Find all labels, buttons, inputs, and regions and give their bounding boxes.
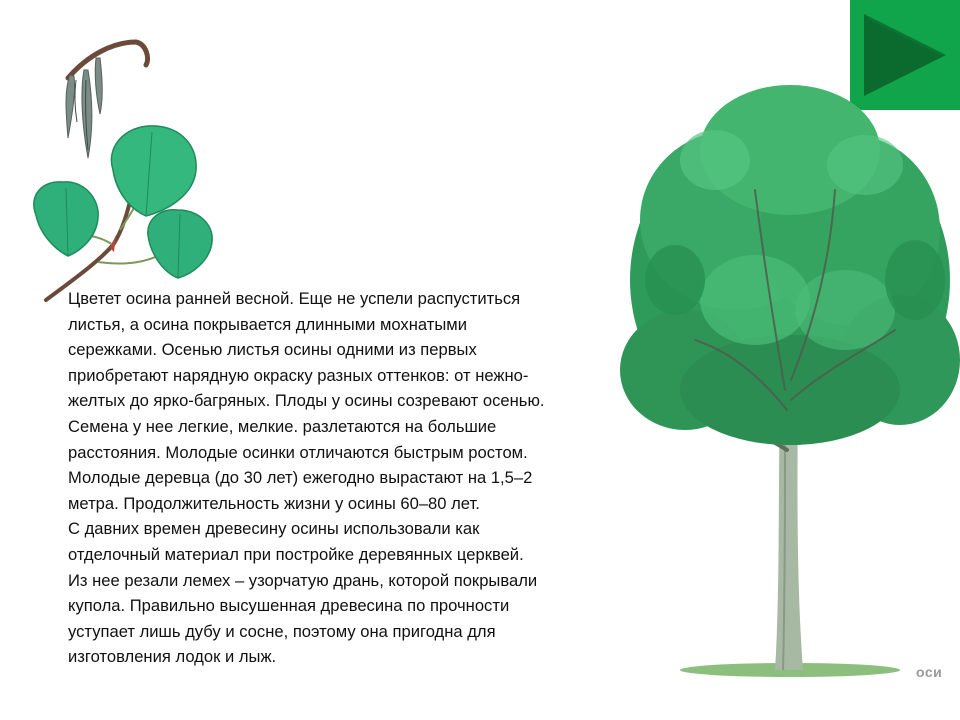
aspen-tree-illustration [615,70,960,680]
slide-body-text [68,286,643,670]
caption-fragment: оси [916,664,943,680]
crown [620,85,960,445]
aspen-branch-illustration [28,30,228,305]
paragraph-flowering: Цветет осина ранней весной. Еще не успели распуститься листья, а осина покрывается длинными мохнатыми сережками. Осенью листья осины одними из первых приобретают нарядную окраску разных оттенков: от нежно- желтых до ярко-багряных. Плоды у осины созревают осенью. Семена у нее легкие, мелкие. разлетаются на большие расстояния. Молодые осинки отличаются быстрым ростом. Молодые деревца (до 30 лет) ежегодно вырастают на 1,5–2 метра. Продолжительность жизни у осины 60–80 лет. [68,289,545,513]
paragraph-wood-use: С давних времен древесину осины использовали как отделочный материал при постройке деревянных церквей. Из нее резали лемех – узорчатую дрань, которой покрывали купола. Правильно высушенная древесина по прочности уступает лишь дубу и сосне, поэтому она пригодна для изготовления лодок и лыж. [68,519,538,667]
leaves [34,126,212,278]
